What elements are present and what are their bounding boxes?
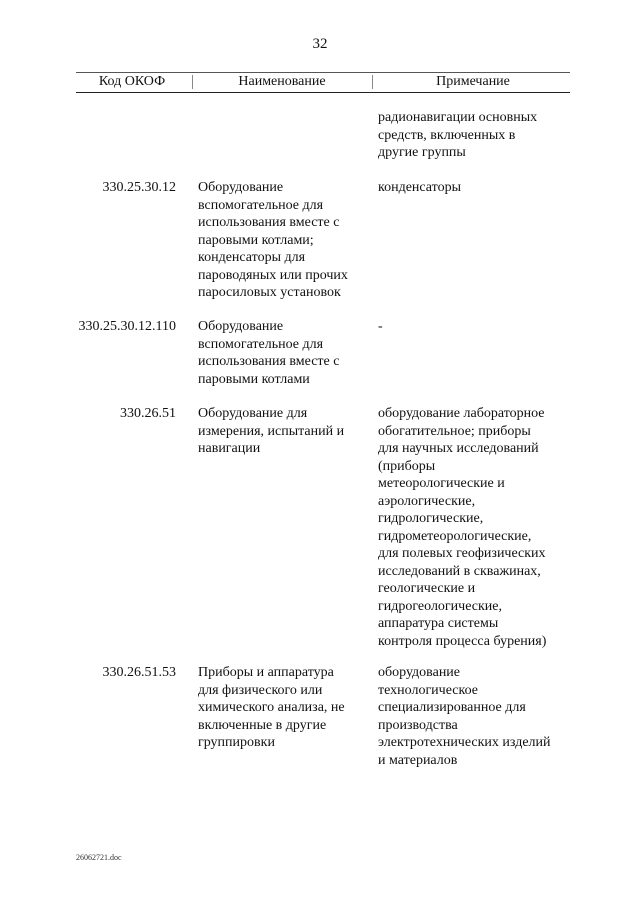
note-line: гидрометеорологические,: [378, 528, 532, 544]
name-line: паросиловых установок: [198, 285, 341, 300]
okof-code: 330.26.51.53: [102, 665, 176, 680]
item-note: [378, 664, 572, 769]
note-line: конденсаторы: [378, 180, 461, 195]
note-line: гидрогеологические,: [378, 598, 502, 614]
name-line: Оборудование: [198, 180, 284, 195]
note-line: гидрологические,: [378, 511, 484, 526]
note-line: (приборы: [378, 458, 436, 474]
note-line: электротехнических изделий: [378, 735, 551, 750]
note-line: технологическое: [378, 682, 478, 698]
header-note: Примечание: [436, 74, 510, 89]
name-line: паровыми котлами;: [198, 232, 314, 248]
okof-code: 330.25.30.12: [102, 180, 176, 195]
name-line: Приборы и аппаратура: [198, 665, 334, 680]
item-note: [378, 318, 572, 336]
note-line: исследований в скважинах,: [378, 563, 541, 579]
note-line: оборудование лабораторное: [378, 406, 545, 421]
item-note: [378, 179, 572, 197]
name-line: паровыми котлами: [198, 371, 310, 387]
name-line: навигации: [198, 441, 261, 456]
page-number: 32: [312, 36, 328, 52]
note-line: другие группы: [378, 145, 466, 160]
header-name: Наименование: [238, 74, 326, 89]
note-line: радионавигации основных: [378, 110, 538, 125]
note-line: для полевых геофизических: [378, 546, 546, 561]
name-line: группировки: [198, 735, 275, 750]
note-line: аппаратура системы: [378, 616, 499, 631]
note-line: аэрологические,: [378, 493, 476, 509]
item-name: [198, 664, 370, 752]
name-line: конденсаторы для: [198, 250, 306, 265]
note-line: -: [378, 319, 383, 334]
note-line: метеорологические и: [378, 476, 505, 491]
note-line: специализированное для: [378, 700, 526, 715]
item-note: [378, 109, 572, 162]
name-line: измерения, испытаний и: [198, 423, 345, 439]
item-note: [378, 405, 572, 650]
okof-code: 330.25.30.12.110: [78, 319, 176, 334]
note-line: производства: [378, 717, 458, 733]
name-line: Оборудование: [198, 319, 284, 334]
note-line: геологические и: [378, 581, 476, 596]
name-line: вспомогательное для: [198, 336, 324, 352]
header-separator: [192, 75, 193, 89]
name-line: включенные в другие: [198, 717, 327, 733]
name-line: химического анализа, не: [198, 700, 345, 715]
name-line: пароводяных или прочих: [198, 267, 348, 283]
name-line: для физического или: [198, 682, 323, 698]
note-line: оборудование: [378, 665, 461, 680]
name-line: использования вместе с: [198, 354, 340, 369]
name-line: использования вместе с: [198, 215, 340, 230]
note-line: и материалов: [378, 752, 458, 768]
note-line: контроля процесса бурения): [378, 633, 547, 649]
name-line: Оборудование для: [198, 406, 308, 421]
item-name: [198, 179, 370, 302]
note-line: средств, включенных в: [378, 127, 516, 143]
file-name: 26062721.doc: [76, 853, 122, 862]
okof-code: 330.26.51: [120, 406, 176, 421]
name-line: вспомогательное для: [198, 197, 324, 213]
table-header: [76, 72, 570, 93]
note-line: обогатительное; приборы: [378, 423, 531, 439]
header-code: Код ОКОФ: [98, 74, 166, 89]
header-separator: [372, 75, 373, 89]
note-line: для научных исследований: [378, 441, 539, 456]
item-name: [198, 318, 370, 388]
item-name: [198, 405, 370, 458]
